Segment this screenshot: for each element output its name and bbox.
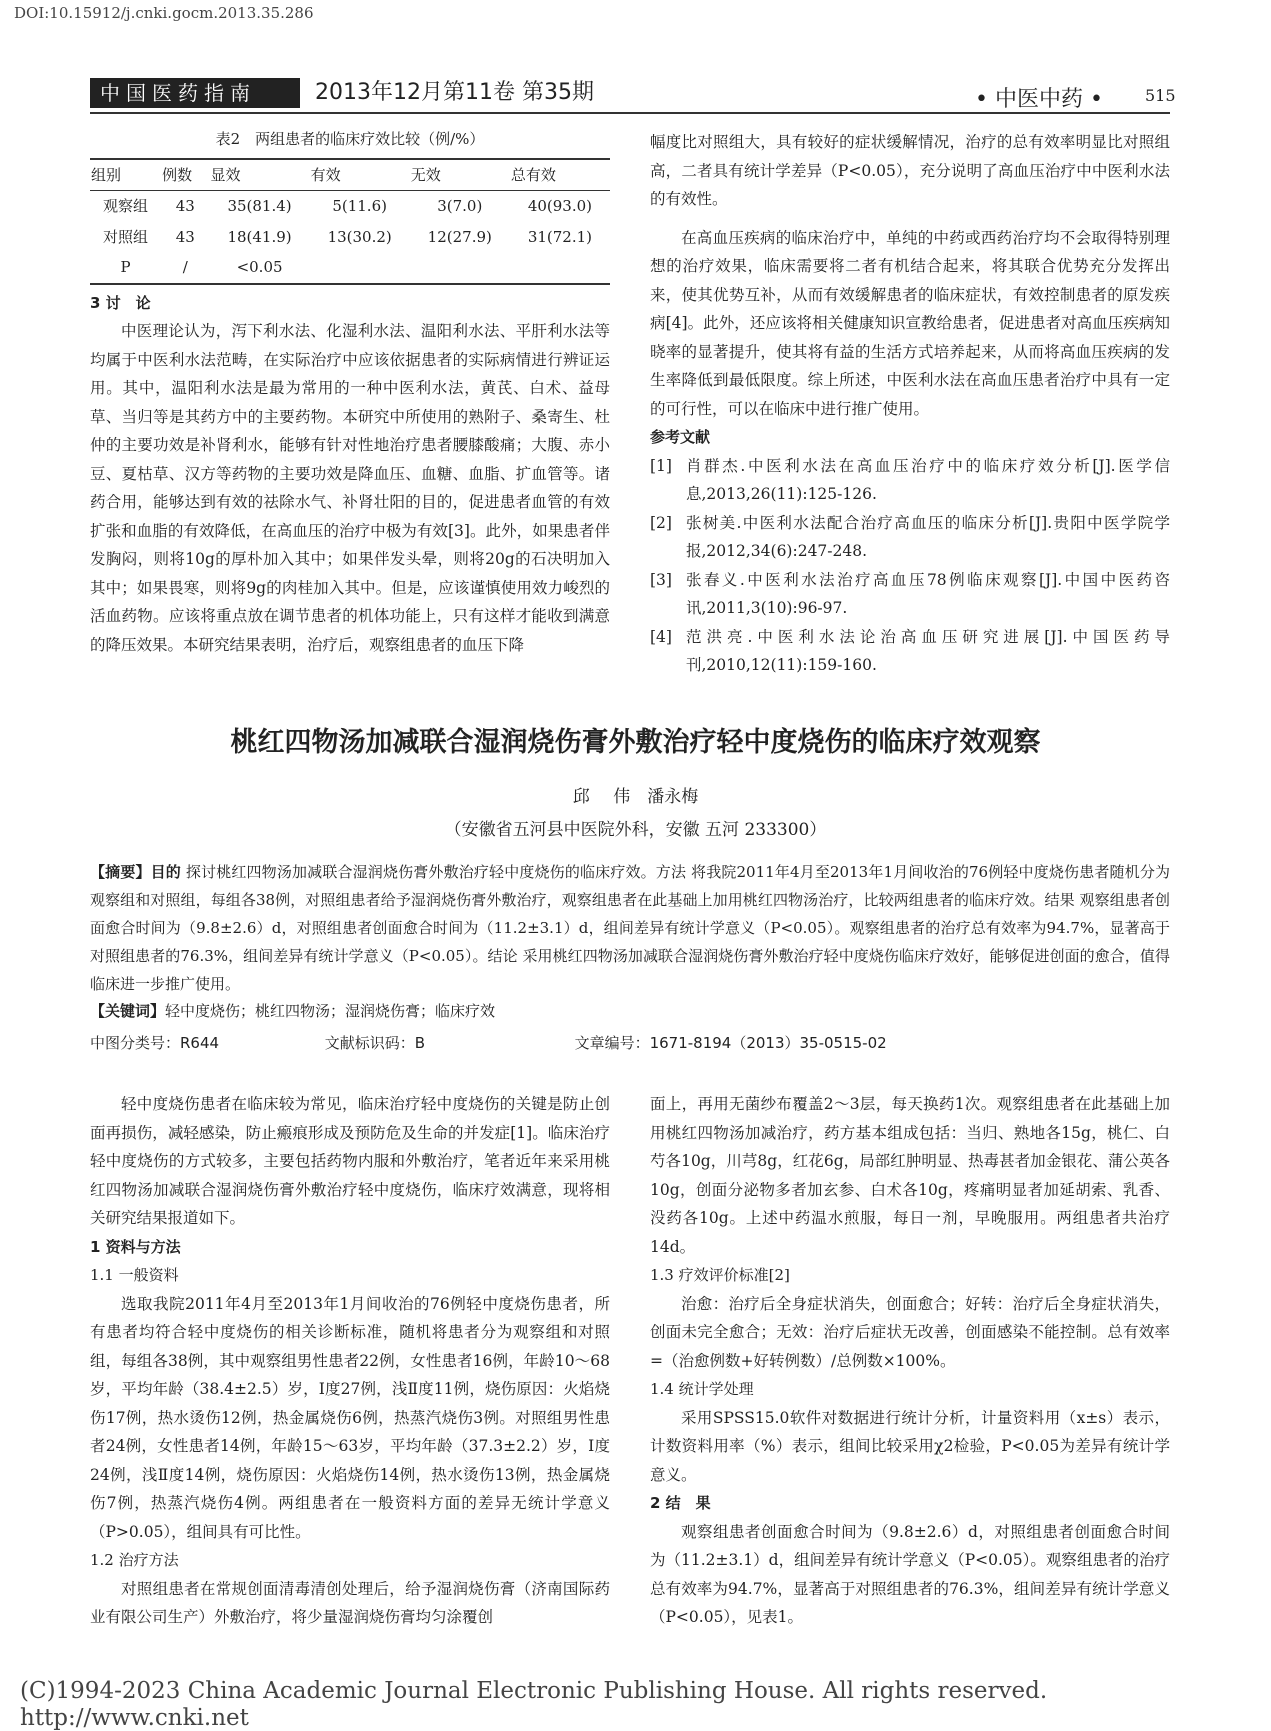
right-top-column	[650, 128, 1170, 680]
header-rule	[90, 112, 1170, 114]
discussion-paragraph: 中医理论认为，泻下利水法、化湿利水法、温阳利水法、平肝利水法等均属于中医利水法范畴，在实际治疗中应该依据患者的实际病情进行辨证运用。其中，温阳利水法是最为常用的一种中医利水法，黄芪、白术、益母草、当归等是其药方中的主要药物。本研究中所使用的熟附子、桑寄生、杜仲的主要功效是补肾利水，能够有针对性地治疗患者腰膝酸痛；大腹、赤小豆、夏枯草、汉方等药物的主要功效是降血压、血糖、血脂、扩血管等。诸药合用，能够达到有效的祛除水气、补肾壮阳的目的，促进患者血管的有效扩张和血脂的有效降低，在高血压的治疗中极为有效[3]。此外，如果患者伴发胸闷，则将10g的厚朴加入其中；如果伴发头晕，则将20g的石决明加入其中；如果畏寒，则将9g的肉桂加入其中。但是，应该谨慎使用效力峻烈的活血药物。应该将重点放在调节患者的机体功能上，只有这样才能收到满意的降压效果。本研究结果表明，治疗后，观察组患者的血压下降	[90, 322, 610, 654]
table-cell: 观察组	[103, 197, 149, 215]
table-cell: 40(93.0)	[527, 197, 593, 215]
table-header: 无效	[410, 159, 510, 191]
table-cell: /	[161, 252, 209, 284]
article-authors: 邱 伟 潘永梅	[572, 787, 699, 807]
body-paragraph: 观察组患者创面愈合时间为（9.8±2.6）d，对照组患者创面愈合时间为（11.2±3.1）d，组间差异有统计学意义（P<0.05）。观察组患者的治疗总有效率为94.7%，显著高于对照组患者的76.3%，组间差异有统计学意义（P<0.05），见表1。	[650, 1522, 1170, 1626]
reference-number: [4]	[650, 627, 672, 646]
reference-number: [1]	[650, 456, 672, 475]
page-number: 515	[1145, 86, 1176, 105]
section-heading: 2 结 果	[650, 1494, 711, 1512]
table-header: 有效	[310, 159, 410, 191]
table-cell	[510, 252, 610, 284]
reference-text: 张春义.中医利水法治疗高血压78例临床观察[J].中国中医药咨讯,2011,3(10):96-97.	[686, 570, 1170, 617]
body-paragraph: 面上，再用无菌纱布覆盖2～3层，每天换药1次。观察组患者在此基础上加用桃红四物汤加减治疗，药方基本组成包括：当归、熟地各15g，桃仁、白芍各10g，川芎8g，红花6g，局部红肿明显、热毒甚者加金银花、蒲公英各10g，创面分泌物多者加玄参、白术各10g，疼痛明显者加延胡索、乳香、没药各10g。上述中药温水煎服，每日一剂，早晚服用。两组患者共治疗14d。	[650, 1095, 1170, 1256]
classification-line	[90, 1032, 1170, 1053]
table-row	[90, 252, 610, 284]
table-cell: 35(81.4)	[227, 197, 292, 215]
abstract-label: 【摘要】目的	[90, 863, 181, 881]
table-cell: 43	[175, 227, 195, 246]
table-row	[90, 191, 610, 222]
doi-line: DOI:10.15912/j.cnki.gocm.2013.35.286	[14, 4, 314, 22]
reference-text: 张树美.中医利水法配合治疗高血压的临床分析[J].贵阳中医学院学报,2012,34(6):247-248.	[686, 513, 1170, 560]
subsection-heading: 1.1 一般资料	[90, 1266, 179, 1284]
journal-issue: 2013年12月第11卷 第35期	[315, 80, 594, 105]
body-paragraph: 治愈：治疗后全身症状消失，创面愈合；好转：治疗后全身症状消失，创面未完全愈合；无效：治疗后症状无改善，创面感染不能控制。总有效率=（治愈例数+好转例数）/总例数×100%。	[650, 1294, 1170, 1370]
results-table	[90, 158, 610, 285]
reference-item	[650, 509, 1170, 566]
left-top-column	[90, 125, 610, 659]
table-cell: 3(7.0)	[437, 197, 483, 215]
reference-number: [2]	[650, 513, 672, 532]
table-cell: 13(30.2)	[327, 227, 392, 246]
body-right-column	[650, 1090, 1170, 1632]
reference-text: 肖群杰.中医利水法在高血压治疗中的临床疗效分析[J].医学信息,2013,26(11):125-126.	[686, 456, 1170, 503]
abstract	[90, 858, 1170, 998]
table-header: 总有效	[510, 159, 610, 191]
article-number: 文章编号：1671-8194（2013）35-0515-02	[574, 1034, 887, 1052]
intro-paragraph: 轻中度烧伤患者在临床较为常见，临床治疗轻中度烧伤的关键是防止创面再损伤，减轻感染，防止瘢痕形成及预防危及生命的并发症[1]。临床治疗轻中度烧伤的方式较多，主要包括药物内服和外敷治疗，笔者近年来采用桃红四物汤加减联合湿润烧伤膏外敷治疗轻中度烧伤，临床疗效满意，现将相关研究结果报道如下。	[90, 1095, 610, 1227]
body-paragraph: 对照组患者在常规创面清毒清创处理后，给予湿润烧伤膏（济南国际药业有限公司生产）外敷治疗，将少量湿润烧伤膏均匀涂覆创	[90, 1579, 610, 1626]
article-affiliation: （安徽省五河县中医院外科，安徽 五河 233300）	[444, 820, 827, 840]
table-cell: 12(27.9)	[427, 227, 492, 246]
discussion-heading: 3 讨 论	[90, 293, 151, 312]
discussion-paragraph-2: 在高血压疾病的临床治疗中，单纯的中药或西药治疗均不会取得特别理想的治疗效果，临床需要将二者有机结合起来，将其联合优势充分发挥出来，使其优势互补，从而有效缓解患者的临床症状，有效控制患者的原发疾病[4]。此外，还应该将相关健康知识宣教给患者，促进患者对高血压疾病知晓率的显著提升，使其将有益的生活方式培养起来，从而将高血压疾病的发生率降低到最低限度。综上所述，中医利水法在高血压患者治疗中具有一定的可行性，可以在临床中进行推广使用。	[650, 228, 1170, 418]
table-cell: <0.05	[210, 252, 310, 284]
table-header: 例数	[161, 159, 209, 191]
body-paragraph: 采用SPSS15.0软件对数据进行统计分析，计量资料用（x±s）表示，计数资料用率（%）表示，组间比较采用χ2检验，P<0.05为差异有统计学意义。	[650, 1408, 1170, 1484]
reference-item	[650, 452, 1170, 509]
keywords-text: 轻中度烧伤；桃红四物汤；湿润烧伤膏；临床疗效	[165, 1002, 496, 1020]
table-cell: 18(41.9)	[227, 227, 292, 246]
subsection-heading: 1.2 治疗方法	[90, 1551, 179, 1569]
table-cell	[310, 252, 410, 284]
table-header: 显效	[210, 159, 310, 191]
table-cell: 对照组	[103, 227, 149, 246]
table-cell: 31(72.1)	[527, 227, 593, 246]
abstract-text: 探讨桃红四物汤加减联合湿润烧伤膏外敷治疗轻中度烧伤的临床疗效。方法 将我院2011年4月至2013年1月间收治的76例轻中度烧伤患者随机分为观察组和对照组，每组各38例，对照组患者给予湿润烧伤膏外敷治疗，观察组患者在此基础上加用桃红四物汤治疗，比较两组患者的临床疗效。结果 观察组患者创面愈合时间为（9.8±2.6）d，对照组患者创面愈合时间为（11.2±3.1）d，组间差异有统计学意义（P<0.05）。观察组患者的治疗总有效率为94.7%，显著高于对照组患者的76.3%，组间差异有统计学意义（P<0.05）。结论 采用桃红四物汤加减联合湿润烧伤膏外敷治疗轻中度烧伤临床疗效好，能够促进创面的愈合，值得临床进一步推广使用。	[90, 863, 1170, 993]
table-cell: 5(11.6)	[332, 197, 387, 215]
table-header: 组别	[90, 159, 161, 191]
body-paragraph: 选取我院2011年4月至2013年1月间收治的76例轻中度烧伤患者，所有患者均符合轻中度烧伤的相关诊断标准，随机将患者分为观察组和对照组，每组各38例，其中观察组男性患者22例，女性患者16例，年龄10～68岁，平均年龄（38.4±2.5）岁，Ⅰ度27例，浅Ⅱ度11例，烧伤原因：火焰烧伤17例，热水烫伤12例，热金属烧伤6例，热蒸汽烧伤3例。对照组男性患者24例，女性患者14例，年龄15～63岁，平均年龄（37.3±2.2）岁，Ⅰ度24例，浅Ⅱ度14例，烧伤原因：火焰烧伤14例，热水烫伤13例，热金属烧伤7例，热蒸汽烧伤4例。两组患者在一般资料方面的差异无统计学意义（P>0.05），组间具有可比性。	[90, 1294, 610, 1541]
subsection-heading: 1.3 疗效评价标准[2]	[650, 1266, 790, 1284]
references-list	[650, 452, 1170, 680]
subsection-heading: 1.4 统计学处理	[650, 1380, 754, 1398]
reference-item	[650, 566, 1170, 623]
reference-number: [3]	[650, 570, 672, 589]
reference-item	[650, 623, 1170, 680]
references-heading: 参考文献	[650, 428, 711, 446]
discussion-paragraph-cont: 幅度比对照组大，具有较好的症状缓解情况，治疗的总有效率明显比对照组高，二者具有统计学差异（P<0.05），充分说明了高血压治疗中中医利水法的有效性。	[650, 133, 1170, 208]
table-header-row	[90, 159, 610, 191]
table-cell	[410, 252, 510, 284]
table-row	[90, 222, 610, 253]
table-caption: 表2 两组患者的临床疗效比较（例/%）	[215, 130, 485, 148]
section-label: • 中医中药 •	[975, 87, 1103, 112]
keywords	[90, 1000, 1170, 1021]
copyright-footer: (C)1994-2023 China Academic Journal Electronic Publishing House. All rights reserved. http://www.cnki.net	[20, 1678, 1078, 1731]
table-cell: P	[90, 252, 161, 284]
keywords-label: 【关键词】	[90, 1002, 166, 1020]
section-heading: 1 资料与方法	[90, 1237, 181, 1256]
table-cell: 43	[175, 197, 195, 215]
clc-number: 中图分类号：R644	[90, 1034, 220, 1052]
article-title: 桃红四物汤加减联合湿润烧伤膏外敷治疗轻中度烧伤的临床疗效观察	[230, 727, 1041, 758]
reference-text: 范洪亮.中医利水法论治高血压研究进展[J].中国医药导刊,2010,12(11):159-160.	[686, 627, 1170, 674]
body-left-column	[90, 1090, 610, 1632]
document-code: 文献标识码：B	[324, 1034, 426, 1052]
journal-name: 中国医药指南	[90, 78, 300, 108]
